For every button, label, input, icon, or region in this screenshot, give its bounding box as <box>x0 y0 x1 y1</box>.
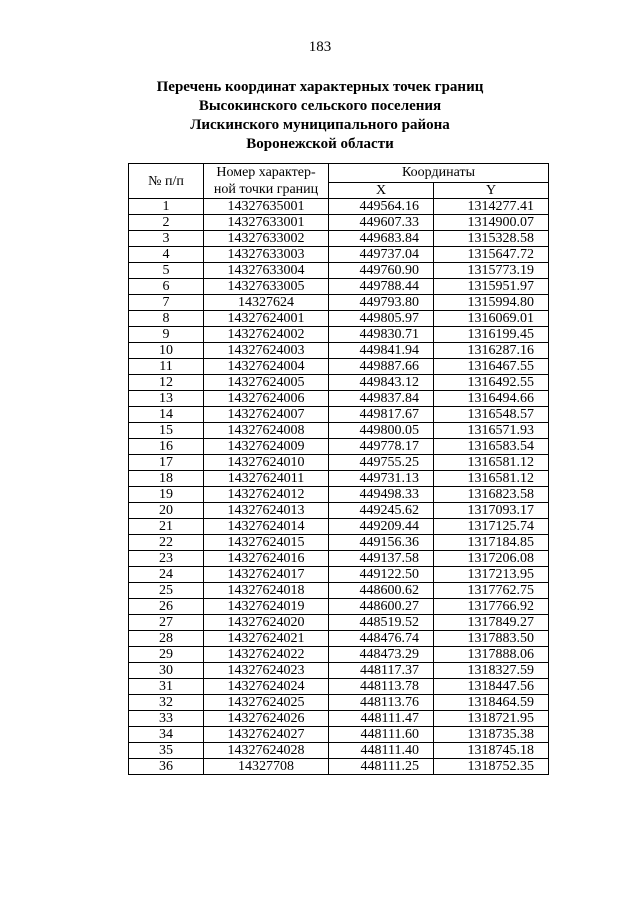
cell-x: 448113.78 <box>329 679 434 695</box>
table-row <box>129 551 549 567</box>
cell-point-number: 14327624014 <box>204 519 329 535</box>
table-row <box>129 423 549 439</box>
table-row <box>129 487 549 503</box>
cell-x: 449778.17 <box>329 439 434 455</box>
cell-row-num: 8 <box>129 311 204 327</box>
table-row <box>129 519 549 535</box>
cell-point-number: 14327633003 <box>204 247 329 263</box>
table-row <box>129 711 549 727</box>
table-row <box>129 759 549 775</box>
cell-x: 449209.44 <box>329 519 434 535</box>
cell-point-number: 14327624011 <box>204 471 329 487</box>
cell-x: 449731.13 <box>329 471 434 487</box>
cell-y: 1318464.59 <box>434 695 549 711</box>
cell-x: 449760.90 <box>329 263 434 279</box>
cell-x: 449887.66 <box>329 359 434 375</box>
table-row <box>129 263 549 279</box>
cell-point-number: 14327624006 <box>204 391 329 407</box>
cell-x: 448473.29 <box>329 647 434 663</box>
cell-point-number: 14327624008 <box>204 423 329 439</box>
cell-row-num: 5 <box>129 263 204 279</box>
cell-point-number: 14327624016 <box>204 551 329 567</box>
cell-x: 448476.74 <box>329 631 434 647</box>
cell-x: 449800.05 <box>329 423 434 439</box>
cell-x: 449683.84 <box>329 231 434 247</box>
table-row <box>129 599 549 615</box>
cell-y: 1316492.55 <box>434 375 549 391</box>
cell-row-num: 28 <box>129 631 204 647</box>
cell-row-num: 10 <box>129 343 204 359</box>
cell-x: 448519.52 <box>329 615 434 631</box>
cell-point-number: 14327624021 <box>204 631 329 647</box>
cell-row-num: 2 <box>129 215 204 231</box>
cell-x: 449841.94 <box>329 343 434 359</box>
title-line: Высокинского сельского поселения <box>198 98 442 114</box>
cell-x: 449843.12 <box>329 375 434 391</box>
cell-row-num: 9 <box>129 327 204 343</box>
cell-x: 448111.60 <box>329 727 434 743</box>
cell-y: 1317849.27 <box>434 615 549 631</box>
cell-row-num: 11 <box>129 359 204 375</box>
cell-row-num: 12 <box>129 375 204 391</box>
header-y: Y <box>434 182 549 198</box>
cell-y: 1318721.95 <box>434 711 549 727</box>
cell-y: 1318745.18 <box>434 743 549 759</box>
cell-row-num: 6 <box>129 279 204 295</box>
cell-row-num: 30 <box>129 663 204 679</box>
cell-y: 1317184.85 <box>434 535 549 551</box>
cell-x: 449805.97 <box>329 311 434 327</box>
cell-x: 448600.27 <box>329 599 434 615</box>
table-row <box>129 279 549 295</box>
cell-row-num: 20 <box>129 503 204 519</box>
table-row <box>129 663 549 679</box>
cell-y: 1316069.01 <box>434 311 549 327</box>
cell-row-num: 27 <box>129 615 204 631</box>
table-row <box>129 375 549 391</box>
cell-x: 449793.80 <box>329 295 434 311</box>
cell-y: 1316571.93 <box>434 423 549 439</box>
cell-point-number: 14327624022 <box>204 647 329 663</box>
cell-x: 449755.25 <box>329 455 434 471</box>
cell-row-num: 23 <box>129 551 204 567</box>
cell-y: 1317093.17 <box>434 503 549 519</box>
cell-point-number: 14327633002 <box>204 231 329 247</box>
cell-x: 448111.40 <box>329 743 434 759</box>
cell-y: 1316581.12 <box>434 455 549 471</box>
header-point-line2: ной точки границ <box>213 182 319 197</box>
cell-row-num: 34 <box>129 727 204 743</box>
cell-y: 1315328.58 <box>434 231 549 247</box>
cell-point-number: 14327624010 <box>204 455 329 471</box>
table-row <box>129 391 549 407</box>
cell-y: 1315951.97 <box>434 279 549 295</box>
title-line: Воронежской области <box>246 136 394 152</box>
cell-row-num: 17 <box>129 455 204 471</box>
table-row <box>129 247 549 263</box>
cell-point-number: 14327633004 <box>204 263 329 279</box>
cell-y: 1318327.59 <box>434 663 549 679</box>
table-row <box>129 695 549 711</box>
cell-point-number: 14327624005 <box>204 375 329 391</box>
cell-point-number: 14327624003 <box>204 343 329 359</box>
cell-x: 449607.33 <box>329 215 434 231</box>
cell-row-num: 21 <box>129 519 204 535</box>
table-row <box>129 343 549 359</box>
cell-point-number: 14327633001 <box>204 215 329 231</box>
cell-point-number: 14327624019 <box>204 599 329 615</box>
cell-point-number: 14327624025 <box>204 695 329 711</box>
table-row <box>129 647 549 663</box>
cell-row-num: 19 <box>129 487 204 503</box>
cell-row-num: 22 <box>129 535 204 551</box>
cell-row-num: 7 <box>129 295 204 311</box>
cell-point-number: 14327624018 <box>204 583 329 599</box>
cell-y: 1318735.38 <box>434 727 549 743</box>
cell-x: 449498.33 <box>329 487 434 503</box>
cell-x: 448600.62 <box>329 583 434 599</box>
document-title <box>0 78 640 154</box>
cell-point-number: 14327633005 <box>204 279 329 295</box>
cell-point-number: 14327624026 <box>204 711 329 727</box>
title-line: Перечень координат характерных точек границ <box>156 79 484 95</box>
cell-row-num: 32 <box>129 695 204 711</box>
table-row <box>129 327 549 343</box>
table-row <box>129 359 549 375</box>
cell-x: 448117.37 <box>329 663 434 679</box>
cell-row-num: 3 <box>129 231 204 247</box>
cell-point-number: 14327624 <box>204 295 329 311</box>
title-line: Лискинского муниципального района <box>190 117 450 133</box>
cell-x: 449830.71 <box>329 327 434 343</box>
cell-point-number: 14327624002 <box>204 327 329 343</box>
cell-y: 1317888.06 <box>434 647 549 663</box>
table-row <box>129 311 549 327</box>
cell-y: 1315647.72 <box>434 247 549 263</box>
cell-y: 1316494.66 <box>434 391 549 407</box>
cell-x: 449245.62 <box>329 503 434 519</box>
table-row <box>129 199 549 215</box>
cell-point-number: 14327624024 <box>204 679 329 695</box>
cell-y: 1318447.56 <box>434 679 549 695</box>
table-row <box>129 455 549 471</box>
coordinates-table <box>128 163 549 775</box>
cell-point-number: 14327624027 <box>204 727 329 743</box>
cell-point-number: 14327708 <box>204 759 329 775</box>
cell-point-number: 14327635001 <box>204 199 329 215</box>
cell-point-number: 14327624012 <box>204 487 329 503</box>
cell-row-num: 36 <box>129 759 204 775</box>
cell-row-num: 26 <box>129 599 204 615</box>
cell-y: 1317213.95 <box>434 567 549 583</box>
cell-y: 1317206.08 <box>434 551 549 567</box>
cell-x: 449137.58 <box>329 551 434 567</box>
cell-x: 449837.84 <box>329 391 434 407</box>
cell-x: 449564.16 <box>329 199 434 215</box>
cell-row-num: 15 <box>129 423 204 439</box>
cell-x: 449817.67 <box>329 407 434 423</box>
cell-x: 449156.36 <box>329 535 434 551</box>
table-row <box>129 439 549 455</box>
page-number: 183 <box>308 39 332 55</box>
table-row <box>129 727 549 743</box>
table-row <box>129 615 549 631</box>
cell-row-num: 14 <box>129 407 204 423</box>
cell-y: 1316823.58 <box>434 487 549 503</box>
table-row <box>129 679 549 695</box>
table-row <box>129 407 549 423</box>
cell-row-num: 18 <box>129 471 204 487</box>
cell-row-num: 35 <box>129 743 204 759</box>
table-row <box>129 583 549 599</box>
header-coordinates: Координаты <box>329 164 549 183</box>
table-row <box>129 471 549 487</box>
cell-y: 1316287.16 <box>434 343 549 359</box>
cell-y: 1317762.75 <box>434 583 549 599</box>
cell-row-num: 4 <box>129 247 204 263</box>
header-point-number <box>204 164 329 199</box>
cell-y: 1317883.50 <box>434 631 549 647</box>
cell-point-number: 14327624009 <box>204 439 329 455</box>
cell-point-number: 14327624013 <box>204 503 329 519</box>
table-row <box>129 743 549 759</box>
cell-x: 448111.47 <box>329 711 434 727</box>
cell-x: 449122.50 <box>329 567 434 583</box>
header-num: № п/п <box>129 164 204 199</box>
cell-y: 1316467.55 <box>434 359 549 375</box>
cell-row-num: 16 <box>129 439 204 455</box>
table-row <box>129 231 549 247</box>
cell-row-num: 1 <box>129 199 204 215</box>
cell-row-num: 24 <box>129 567 204 583</box>
cell-point-number: 14327624023 <box>204 663 329 679</box>
cell-point-number: 14327624001 <box>204 311 329 327</box>
table-row <box>129 295 549 311</box>
table-body <box>129 199 549 775</box>
table-row <box>129 503 549 519</box>
table-row <box>129 567 549 583</box>
cell-y: 1315773.19 <box>434 263 549 279</box>
cell-y: 1316548.57 <box>434 407 549 423</box>
cell-x: 448111.25 <box>329 759 434 775</box>
cell-row-num: 31 <box>129 679 204 695</box>
cell-y: 1316583.54 <box>434 439 549 455</box>
cell-y: 1314277.41 <box>434 199 549 215</box>
cell-point-number: 14327624020 <box>204 615 329 631</box>
cell-row-num: 29 <box>129 647 204 663</box>
table-row <box>129 631 549 647</box>
cell-row-num: 25 <box>129 583 204 599</box>
cell-y: 1316581.12 <box>434 471 549 487</box>
table-row <box>129 215 549 231</box>
cell-point-number: 14327624004 <box>204 359 329 375</box>
cell-x: 449788.44 <box>329 279 434 295</box>
header-point-line1: Номер характер- <box>216 165 316 180</box>
cell-y: 1317125.74 <box>434 519 549 535</box>
cell-point-number: 14327624015 <box>204 535 329 551</box>
cell-y: 1315994.80 <box>434 295 549 311</box>
cell-point-number: 14327624007 <box>204 407 329 423</box>
cell-x: 449737.04 <box>329 247 434 263</box>
cell-x: 448113.76 <box>329 695 434 711</box>
cell-row-num: 13 <box>129 391 204 407</box>
header-x: X <box>329 182 434 198</box>
cell-y: 1316199.45 <box>434 327 549 343</box>
cell-y: 1318752.35 <box>434 759 549 775</box>
cell-point-number: 14327624028 <box>204 743 329 759</box>
cell-y: 1314900.07 <box>434 215 549 231</box>
table-row <box>129 535 549 551</box>
cell-row-num: 33 <box>129 711 204 727</box>
cell-y: 1317766.92 <box>434 599 549 615</box>
cell-point-number: 14327624017 <box>204 567 329 583</box>
